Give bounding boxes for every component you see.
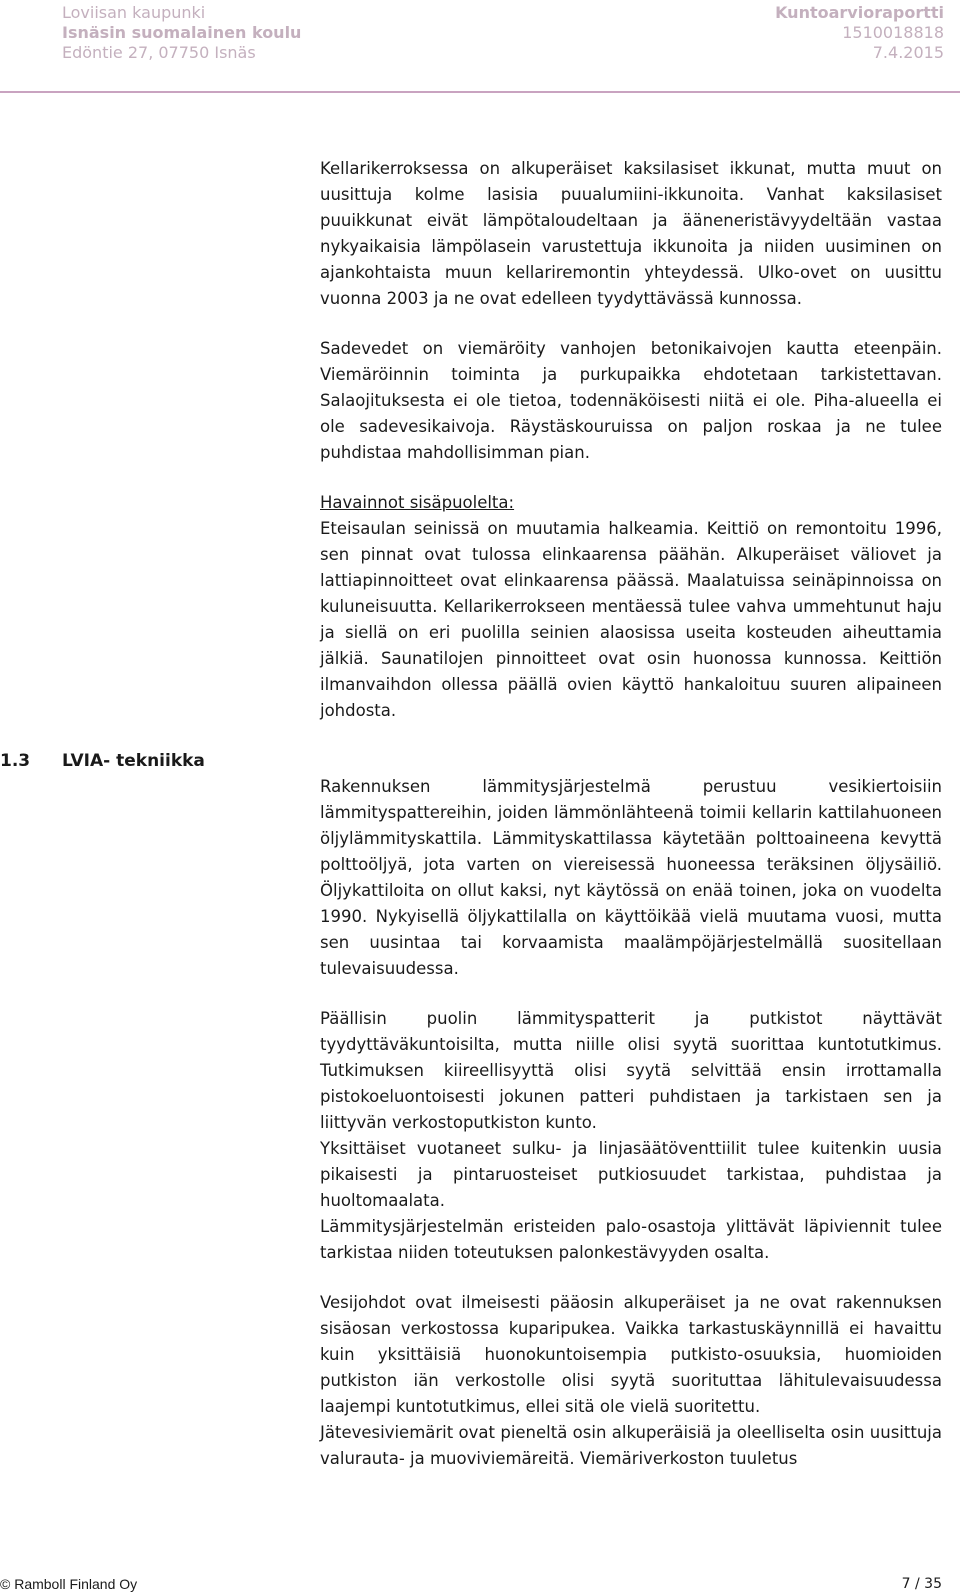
paragraph-fire-compartments: Lämmitysjärjestelmän eristeiden palo-osastoja ylittävät läpiviennit tulee tarkistaa niiden toteutuksen palonkestävyyden osalta. [320,1217,942,1262]
footer-page-number: 7 / 35 [901,1576,942,1592]
header-date: 7.4.2015 [872,43,944,62]
paragraph-sewers: Jätevesiviemärit ovat pieneltä osin alkuperäisiä ja oleelliselta osin uusittuja valurauta- ja muoviviemäreitä. Viemäriverkoston tuuletus [320,1423,942,1468]
header-report-type: Kuntoarvioraportti [775,3,944,22]
paragraph-interior: Eteisaulan seinissä on muutamia halkeamia. Keittiö on remontoitu 1996, sen pinnat ovat tulossa elinkaarensa päähän. Alkuperäiset väliovet ja lattiapinnoitteet ovat elinkaarensa päässä. Maalatuissa seinäpinnoissa on kuluneisuutta. Kellarikerrokseen mentäessä tulee vahva ummehtunut haju ja siellä on eri puolilla seinien alaosissa useita kosteuden aiheuttamia jälkiä. Saunatilojen pinnoitteet ovat osin huonossa kunnossa. Keittiön ilmanvaihdon ollessa päällä ovien käyttö hankaloituu suuren alipaineen johdosta. [320,519,942,720]
footer-copyright: © Ramboll Finland Oy [0,1576,138,1592]
header-project-number: 1510018818 [842,23,944,42]
body-text-upper [320,156,942,724]
paragraph-radiators: Päällisin puolin lämmityspatterit ja putkistot näyttävät tyydyttäväkuntoisilta, mutta niille olisi syytä suorittaa kuntotutkimus. Tutkimuksen kiireellisyyttä olisi syytä selvittää ensin irrottamalla pistokoeluontoisesti jokunen patteri puhdistaen ja tarkistaen sen ja liittyvän verkostoputkiston kunto. [320,1009,942,1132]
subheading-interior: Havainnot sisäpuolelta: [320,493,515,512]
header-divider [0,91,960,93]
header-right [775,3,944,63]
paragraph-drainage: Sadevedet on viemäröity vanhojen betonikaivojen kautta eteenpäin. Viemäröinnin toiminta ja purkupaikka ehdotetaan tarkistettavan. Salaojituksesta ei ole tietoa, todennäköisesti niitä ei ole. Piha-alueella ei ole sadevesikaivoja. Räystäskouruissa on paljon roskaa ja ne tulee puhdistaa mahdollisimman pian. [320,339,942,462]
header-address: Edöntie 27, 07750 Isnäs [62,43,256,62]
body-text-lower [320,774,942,1472]
section-number: 1.3 [0,751,31,771]
header-client: Loviisan kaupunki [62,3,206,22]
paragraph-water-pipes: Vesijohdot ovat ilmeisesti pääosin alkuperäiset ja ne ovat rakennuksen sisäosan verkostossa kuparipukea. Vaikka tarkastuskäynnillä ei havaittu kuin yksittäisiä huonokuntoisempia putkisto-osuuksia, huomioiden putkiston iän verkostolle olisi syytä suorituttaa lähitulevaisuudessa laajempi kuntotutkimus, ellei sitä ole vielä suoritettu. [320,1293,942,1416]
section-heading [0,748,205,774]
header-left [62,3,301,63]
paragraph-windows: Kellarikerroksessa on alkuperäiset kaksilasiset ikkunat, mutta muut on uusittuja kolme lasisia puualumiini-ikkunoita. Vanhat kaksilasiset puuikkunat eivät lämpötaloudeltaan ja ääneneristävyydeltään vastaa nykyaikaisia lämpölasein varustettuja ikkunoita ja niiden uusiminen on ajankohtaista muun kellariremontin yhteydessä. Ulko-ovet on uusittu vuonna 2003 ja ne ovat edelleen tyydyttävässä kunnossa. [320,159,942,308]
header-building: Isnäsin suomalainen koulu [62,23,302,42]
section-title: LVIA- tekniikka [62,751,205,771]
paragraph-valves: Yksittäiset vuotaneet sulku- ja linjasäätöventtiilit tulee kuitenkin uusia pikaisesti ja pintaruosteiset putkiosuudet tarkistaa, puhdistaa ja huoltomaalata. [320,1139,942,1210]
paragraph-heating-system: Rakennuksen lämmitysjärjestelmä perustuu vesikiertoisiin lämmityspattereihin, joiden lämmönlähteenä toimii kellarin kattilahuoneen öljylämmityskattila. Lämmityskattilassa käytetään polttoaineena kevyttä polttoöljyä, jota varten on viereisessä huoneessa teräksinen öljysäiliö. Öljykattiloita on ollut kaksi, nyt käytössä on enää toinen, joka on vuodelta 1990. Nykyisellä öljykattilalla on käyttöikää vielä muutama vuosi, mutta sen uusintaa tai korvaamista maalämpöjärjestelmällä suositellaan tulevaisuudessa. [320,777,942,978]
